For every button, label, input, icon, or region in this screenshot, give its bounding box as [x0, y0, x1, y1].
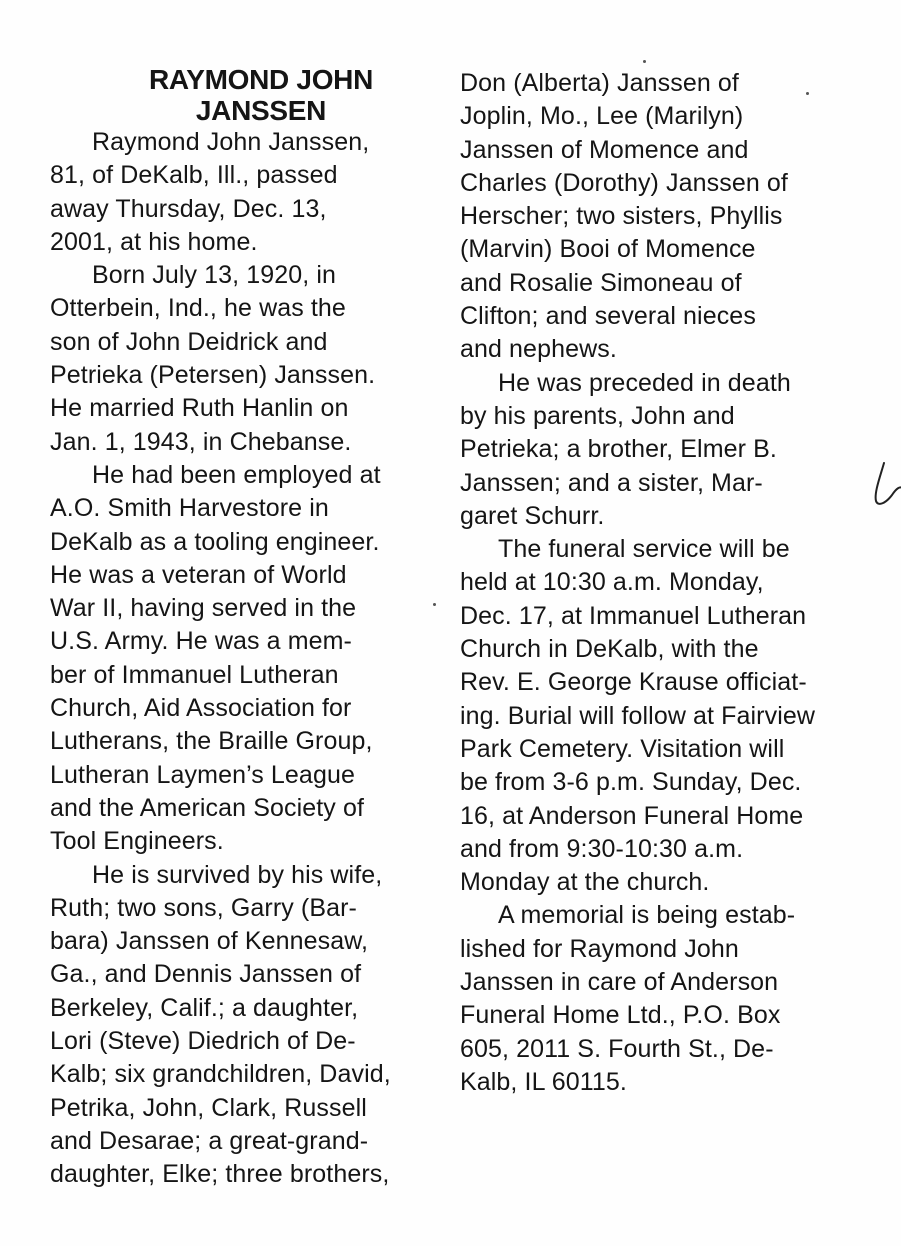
text-line: bara) Janssen of Kennesaw, — [50, 927, 369, 956]
text-line: garet Schurr. — [460, 501, 605, 530]
text-line: by his parents, John and — [460, 401, 735, 430]
text-line: Monday at the church. — [460, 868, 710, 897]
text-line: 605, 2011 S. Fourth St., De- — [460, 1034, 774, 1063]
text-line: A memorial is being estab- — [498, 901, 796, 930]
text-line: Ruth; two sons, Garry (Bar- — [50, 893, 357, 922]
text-line: Petrika, John, Clark, Russell — [50, 1093, 367, 1122]
text-line: Tool Engineers. — [50, 827, 224, 856]
paragraph-funeral — [460, 533, 845, 899]
handwritten-mark — [870, 455, 901, 515]
text-line: Dec. 17, at Immanuel Lutheran — [460, 601, 807, 630]
right-column — [460, 67, 845, 1099]
text-line: 16, at Anderson Funeral Home — [460, 801, 804, 830]
text-line: DeKalb as a tooling engineer. — [50, 527, 380, 556]
text-line: be from 3-6 p.m. Sunday, Dec. — [460, 768, 802, 797]
paragraph-birth — [50, 259, 422, 459]
scan-speck — [806, 92, 809, 95]
text-line: He was a veteran of World — [50, 560, 347, 589]
text-line: A.O. Smith Harvestore in — [50, 494, 329, 523]
text-line: Janssen of Momence and — [460, 135, 749, 164]
text-line: He married Ruth Hanlin on — [50, 394, 349, 423]
text-line: away Thursday, Dec. 13, — [50, 194, 327, 223]
text-line: Kalb; six grandchildren, David, — [50, 1060, 391, 1089]
paragraph-survivors-cont — [460, 67, 845, 367]
text-line: Don (Alberta) Janssen of — [460, 69, 739, 97]
paragraph-memorial — [460, 899, 845, 1099]
text-line: and Desarae; a great-grand- — [50, 1126, 369, 1155]
text-line: Joplin, Mo., Lee (Marilyn) — [460, 102, 744, 131]
text-line: (Marvin) Booi of Momence — [460, 235, 756, 264]
text-line: Petrieka; a brother, Elmer B. — [460, 435, 777, 464]
text-line: Ga., and Dennis Janssen of — [50, 960, 362, 989]
text-line: held at 10:30 a.m. Monday, — [460, 568, 764, 597]
text-line: son of John Deidrick and — [50, 327, 328, 356]
text-line: 2001, at his home. — [50, 227, 258, 256]
paragraph-survivors — [50, 859, 422, 1192]
text-line: 81, of DeKalb, Ill., passed — [50, 161, 338, 190]
text-line: Petrieka (Petersen) Janssen. — [50, 361, 376, 390]
paragraph-career — [50, 459, 422, 859]
text-line: Rev. E. George Krause officiat- — [460, 668, 807, 697]
text-line: He had been employed at — [92, 460, 381, 489]
text-line: and from 9:30-10:30 a.m. — [460, 834, 744, 863]
text-line: Born July 13, 1920, in — [92, 261, 337, 290]
text-line: Lori (Steve) Diedrich of De- — [50, 1027, 356, 1056]
obituary-title — [50, 64, 422, 126]
text-line: and Rosalie Simoneau of — [460, 268, 742, 297]
text-line: ber of Immanuel Lutheran — [50, 660, 339, 689]
text-line: The funeral service will be — [498, 535, 790, 564]
text-line: Janssen; and a sister, Mar- — [460, 468, 763, 497]
text-line: U.S. Army. He was a mem- — [50, 627, 352, 656]
text-line: Lutheran Laymen’s League — [50, 760, 355, 789]
title-line-1: RAYMOND JOHN — [148, 64, 374, 95]
paragraph-intro — [50, 126, 422, 259]
text-line: Park Cemetery. Visitation will — [460, 734, 785, 763]
text-line: Jan. 1, 1943, in Chebanse. — [50, 427, 352, 456]
text-line: Clifton; and several nieces — [460, 302, 756, 331]
text-line: and nephews. — [460, 335, 617, 364]
text-line: lished for Raymond John — [460, 934, 739, 963]
text-line: Janssen in care of Anderson — [460, 968, 779, 997]
text-line: Kalb, IL 60115. — [460, 1067, 627, 1096]
text-line: daughter, Elke; three brothers, — [50, 1160, 390, 1189]
text-line: Lutherans, the Braille Group, — [50, 727, 373, 756]
text-line: and the American Society of — [50, 793, 364, 822]
text-line: Funeral Home Ltd., P.O. Box — [460, 1001, 781, 1030]
text-line: Church, Aid Association for — [50, 694, 352, 723]
left-column — [50, 64, 422, 1192]
title-line-2: JANSSEN — [195, 95, 327, 126]
text-line: Herscher; two sisters, Phyllis — [460, 202, 783, 231]
scan-speck — [433, 603, 436, 606]
text-line: He was preceded in death — [498, 368, 791, 397]
text-line: ing. Burial will follow at Fairview — [460, 701, 816, 730]
text-line: Church in DeKalb, with the — [460, 635, 759, 664]
text-line: Charles (Dorothy) Janssen of — [460, 168, 788, 197]
scan-speck — [643, 60, 646, 63]
text-line: He is survived by his wife, — [92, 860, 383, 889]
paragraph-preceded — [460, 367, 845, 533]
text-line: Otterbein, Ind., he was the — [50, 294, 346, 323]
text-line: Raymond John Janssen, — [92, 128, 370, 156]
text-line: War II, having served in the — [50, 594, 357, 623]
text-line: Berkeley, Calif.; a daughter, — [50, 993, 359, 1022]
